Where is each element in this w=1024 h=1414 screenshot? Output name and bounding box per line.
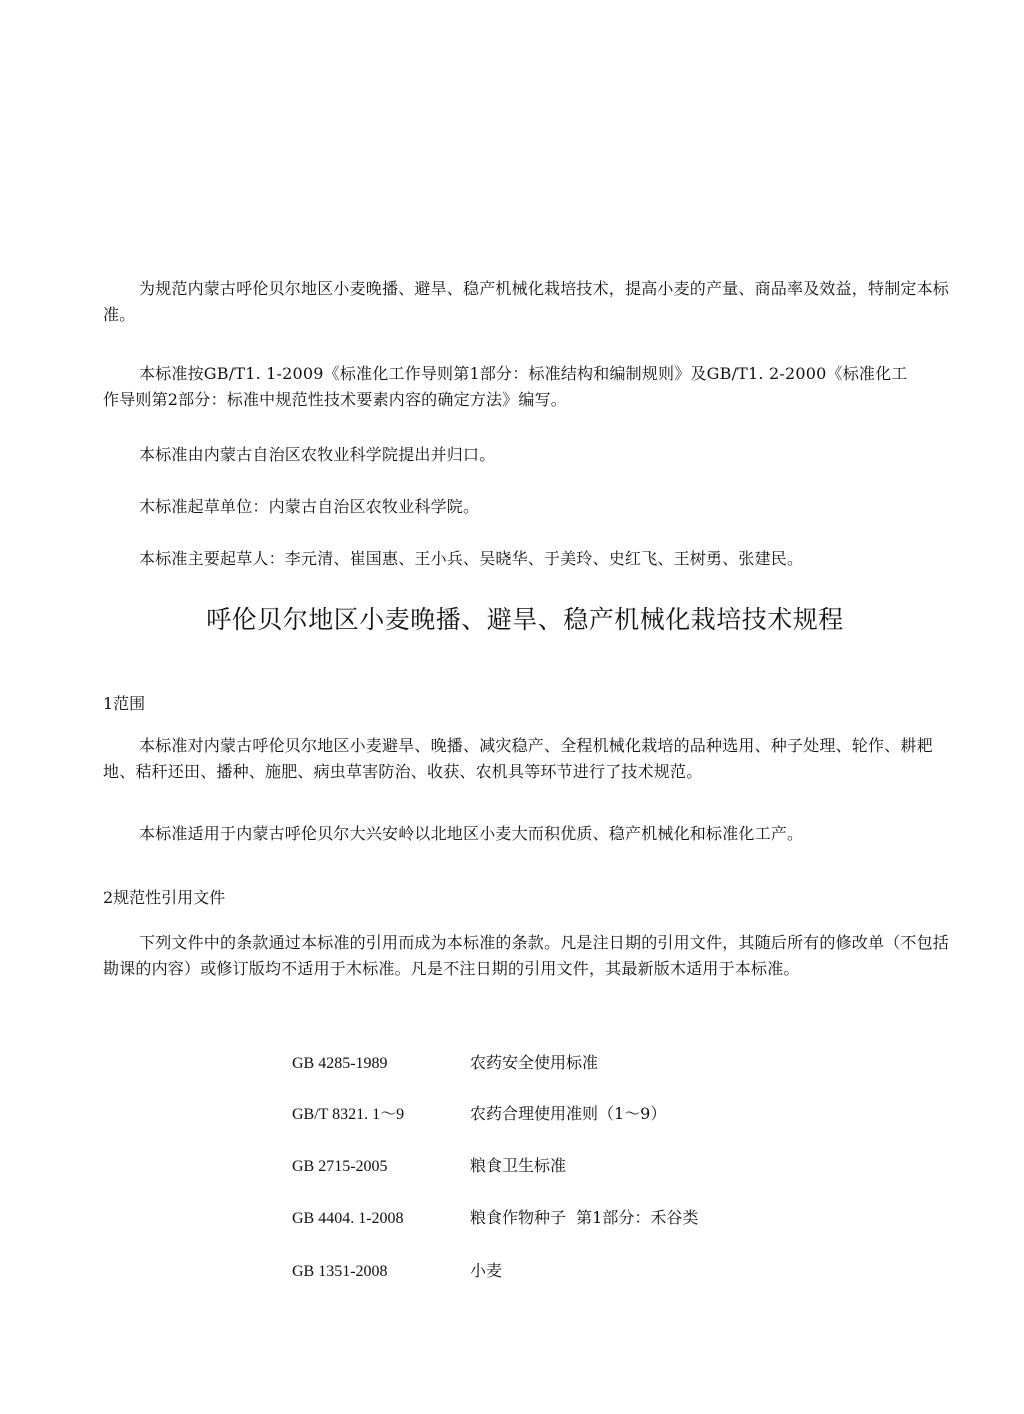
section-2-heading: 2规范性引用文件 xyxy=(103,888,226,907)
foreword-paragraph-drafting-unit: 木标准起草单位：内蒙古自治区农牧业科学院。 xyxy=(139,497,480,516)
reference-name: 粮食卫生标准 xyxy=(470,1156,567,1175)
reference-row xyxy=(292,1155,566,1178)
foreword-paragraph-drafters: 本标准主要起草人：李元清、崔国惠、王小兵、吴晓华、于美玲、史红飞、王树勇、张建民。 xyxy=(139,549,804,568)
document-title: 呼伦贝尔地区小麦晚播、避旱、稳产机械化栽培技术规程 xyxy=(206,605,844,634)
section-1-paragraph-scope: 本标准对内蒙古呼伦贝尔地区小麦避旱、晚播、减灾稳产、全程机械化栽培的品种选用、种子处理、轮作、耕耙地、秸秆还田、播种、施肥、病虫草害防治、收获、农机具等环节进行了技术规范。 xyxy=(103,736,933,781)
reference-code: GB 1351-2008 xyxy=(292,1263,388,1280)
reference-row xyxy=(292,1103,666,1126)
foreword-paragraph-purpose: 为规范内蒙古呼伦贝尔地区小麦晚播、避旱、稳产机械化栽培技术，提高小麦的产量、商品率及效益，特制定本标准。 xyxy=(103,279,950,324)
reference-name: 农药安全使用标准 xyxy=(470,1053,599,1072)
section-1-paragraph-applicability: 本标准适用于内蒙古呼伦贝尔大兴安岭以北地区小麦大而积优质、稳产机械化和标准化工产。 xyxy=(139,824,804,843)
reference-name: 农药合理使用准则（1～9） xyxy=(470,1104,667,1123)
section-1-heading: 1范围 xyxy=(103,694,146,713)
reference-row xyxy=(292,1207,698,1230)
section-2-paragraph-references: 下列文件中的条款通过本标准的引用而成为本标准的条款。凡是注日期的引用文件，其随后所有的修改单（不包括勘课的内容）或修订版均不适用于木标准。凡是不注日期的引用文件，其最新版木适用于本标准。 xyxy=(103,933,950,978)
reference-code: GB 4404. 1-2008 xyxy=(292,1210,404,1227)
reference-code: GB 2715-2005 xyxy=(292,1158,388,1175)
reference-name: 小麦 xyxy=(470,1261,503,1280)
reference-code: GB/T 8321. 1～9 xyxy=(292,1106,405,1123)
foreword-paragraph-proposer: 本标准由内蒙古自治区农牧业科学院提出并归口。 xyxy=(139,445,496,464)
reference-code: GB 4285-1989 xyxy=(292,1055,388,1072)
foreword-paragraph-drafting-rules: 本标准按GB/T1. 1-2009《标准化工作导则第1部分：标准结构和编制规则》及GB/T1. 2-2000《标准化工作导则第2部分：标准中规范性技术要素内容的确定方法》编写。 xyxy=(103,364,908,409)
reference-name: 粮食作物种子 第1部分：禾谷类 xyxy=(470,1208,699,1227)
reference-row xyxy=(292,1260,502,1283)
reference-row xyxy=(292,1052,598,1075)
